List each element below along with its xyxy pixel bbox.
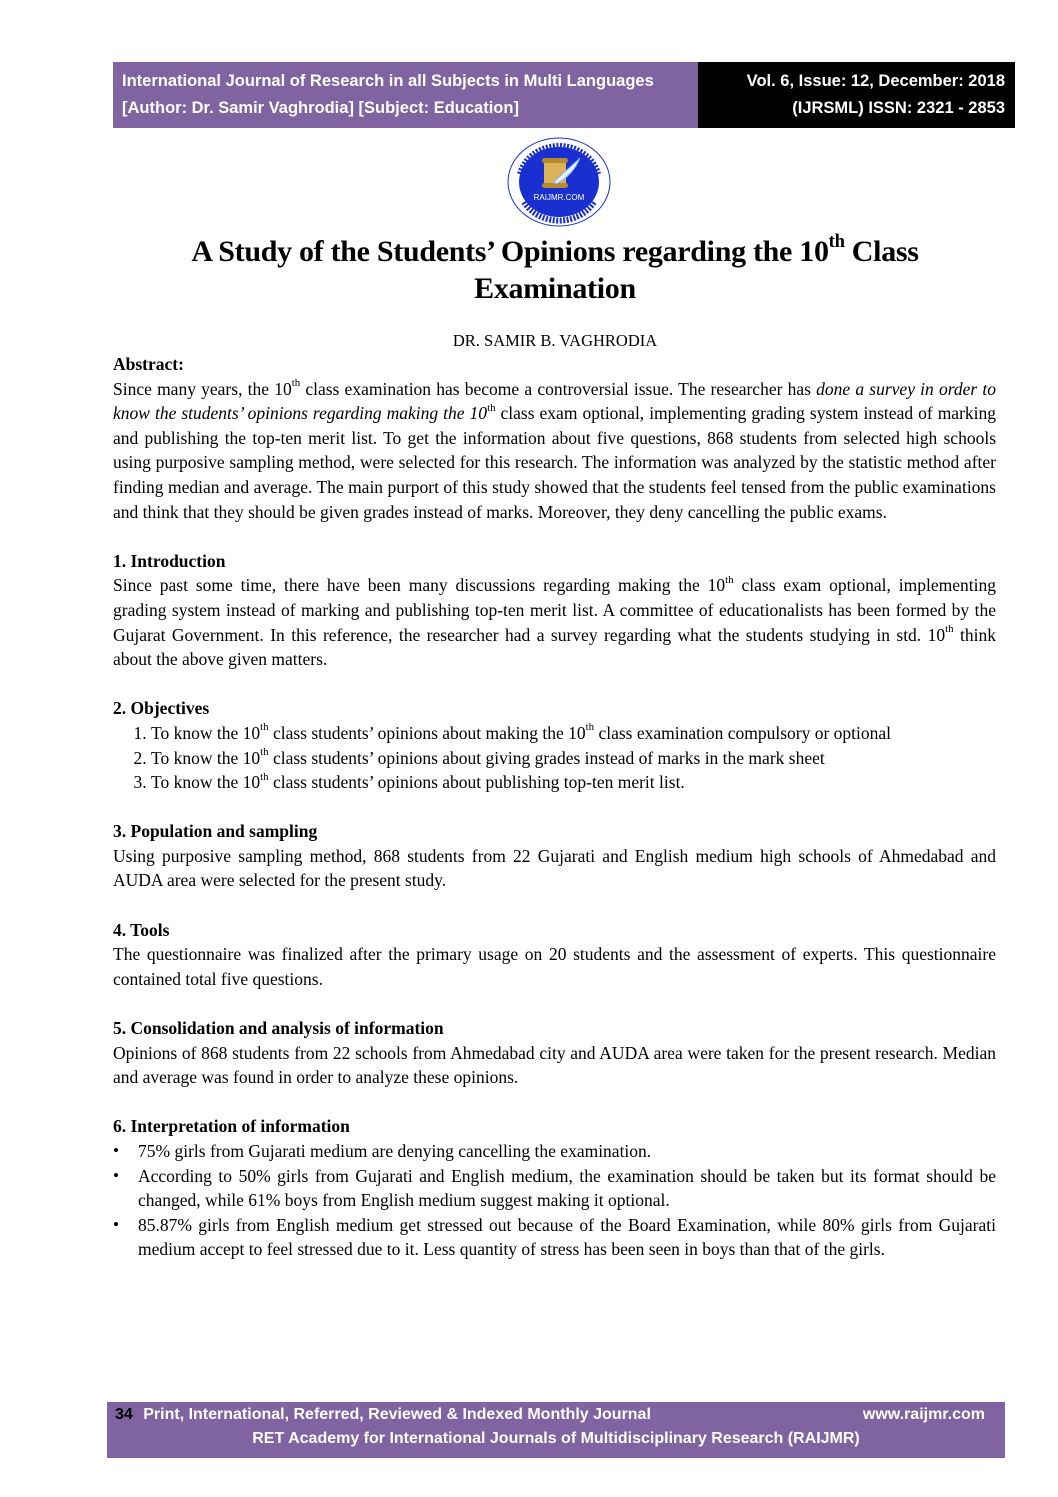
introduction-heading: 1. Introduction xyxy=(113,550,226,571)
consolidation-text: Opinions of 868 students from 22 schools from Ahmedabad city and AUDA area were taken for the present research. Median and average was found in order to analyze these opinions. xyxy=(113,1042,996,1088)
journal-footer xyxy=(107,1402,1005,1458)
author-name: DR. SAMIR B. VAGHRODIA xyxy=(452,331,658,350)
author-subject: [Author: Dr. Samir Vaghrodia] [Subject: Education] xyxy=(122,99,519,117)
tools-text: The questionnaire was finalized after the primary usage on 20 students and the assessment of experts. This questionnaire contained total five questions. xyxy=(113,944,996,989)
issn: (IJRSML) ISSN: 2321 - 2853 xyxy=(792,99,1005,117)
population-heading: 3. Population and sampling xyxy=(113,821,318,842)
interpretation-item: • 75% girls from Gujarati medium are denying cancelling the examination. xyxy=(138,1139,996,1164)
footer-publisher: RET Academy for International Journals of Multidisciplinary Research (RAIJMR) xyxy=(252,1430,860,1447)
objectives-heading: 2. Objectives xyxy=(113,698,210,719)
objective-item: 1. To know the 10th class students’ opinions about making the 10th class examination compulsory or optional xyxy=(151,721,996,746)
svg-text:RAIJMR.COM: RAIJMR.COM xyxy=(533,193,585,202)
journal-header-right xyxy=(698,62,1015,128)
abstract-text: Since many years, the 10th class examination has become a controversial issue. The researcher has done a survey in order to know the students’ opinions regarding making the 10th class exam optional, implementing grading system instead of marking and publishing the top-ten merit list. To get the information about five questions, 868 students from selected high schools using purposive sampling method, were selected for this research. The information was analyzed by the statistic method after finding median and average. The main purport of this study showed that the students feel tensed from the public examinations and think that they should be given grades instead of marks. Moreover, they deny cancelling the public exams. xyxy=(113,377,997,522)
introduction-text: Since past some time, there have been many discussions regarding making the 10th class exam optional, implementing grading system instead of marking and publishing top-ten merit list. A committee of educationalists has been formed by the Gujarat Government. In this reference, the researcher had a survey regarding what the students studying in std. 10th think about the above given matters. xyxy=(113,573,996,670)
footer-tagline: Print, International, Referred, Reviewed & Indexed Monthly Journal xyxy=(143,1406,651,1423)
objective-item: 3. To know the 10th class students’ opinions about publishing top-ten merit list. xyxy=(151,770,996,795)
interpretation-item: • 85.87% girls from English medium get stressed out because of the Board Examination, while 80% girls from Gujarati medium accept to feel stressed due to it. Less quantity of stress has been seen in boys than that of the girls. xyxy=(138,1213,996,1262)
paper-title: A Study of the Students’ Opinions regarding the 10th Class Examination xyxy=(191,231,919,305)
paper-body xyxy=(113,352,996,1262)
interpretation-item: • According to 50% girls from Gujarati and English medium, the examination should be taken but its format should be changed, while 61% boys from English medium suggest making it optional. xyxy=(138,1164,996,1213)
raijmr-logo xyxy=(506,136,612,228)
journal-header xyxy=(113,62,1015,128)
page-number: 34 xyxy=(115,1406,133,1423)
journal-website-link[interactable]: www.raijmr.com xyxy=(862,1406,985,1423)
objectives-list xyxy=(113,721,996,795)
consolidation-heading: 5. Consolidation and analysis of information xyxy=(113,1018,444,1039)
objective-item: 2. To know the 10th class students’ opinions about giving grades instead of marks in the mark sheet xyxy=(151,746,996,771)
tools-heading: 4. Tools xyxy=(113,919,170,940)
interpretation-list xyxy=(113,1139,996,1262)
population-text: Using purposive sampling method, 868 students from 22 Gujarati and English medium high schools of Ahmedabad and AUDA area were selected for the present study. xyxy=(113,845,996,891)
interpretation-heading: 6. Interpretation of information xyxy=(113,1116,350,1137)
volume-issue: Vol. 6, Issue: 12, December: 2018 xyxy=(746,72,1005,90)
abstract-heading: Abstract: xyxy=(113,354,184,374)
journal-name: International Journal of Research in all Subjects in Multi Languages xyxy=(122,72,654,90)
journal-header-left xyxy=(113,62,698,128)
scroll-quill-icon xyxy=(506,136,612,228)
